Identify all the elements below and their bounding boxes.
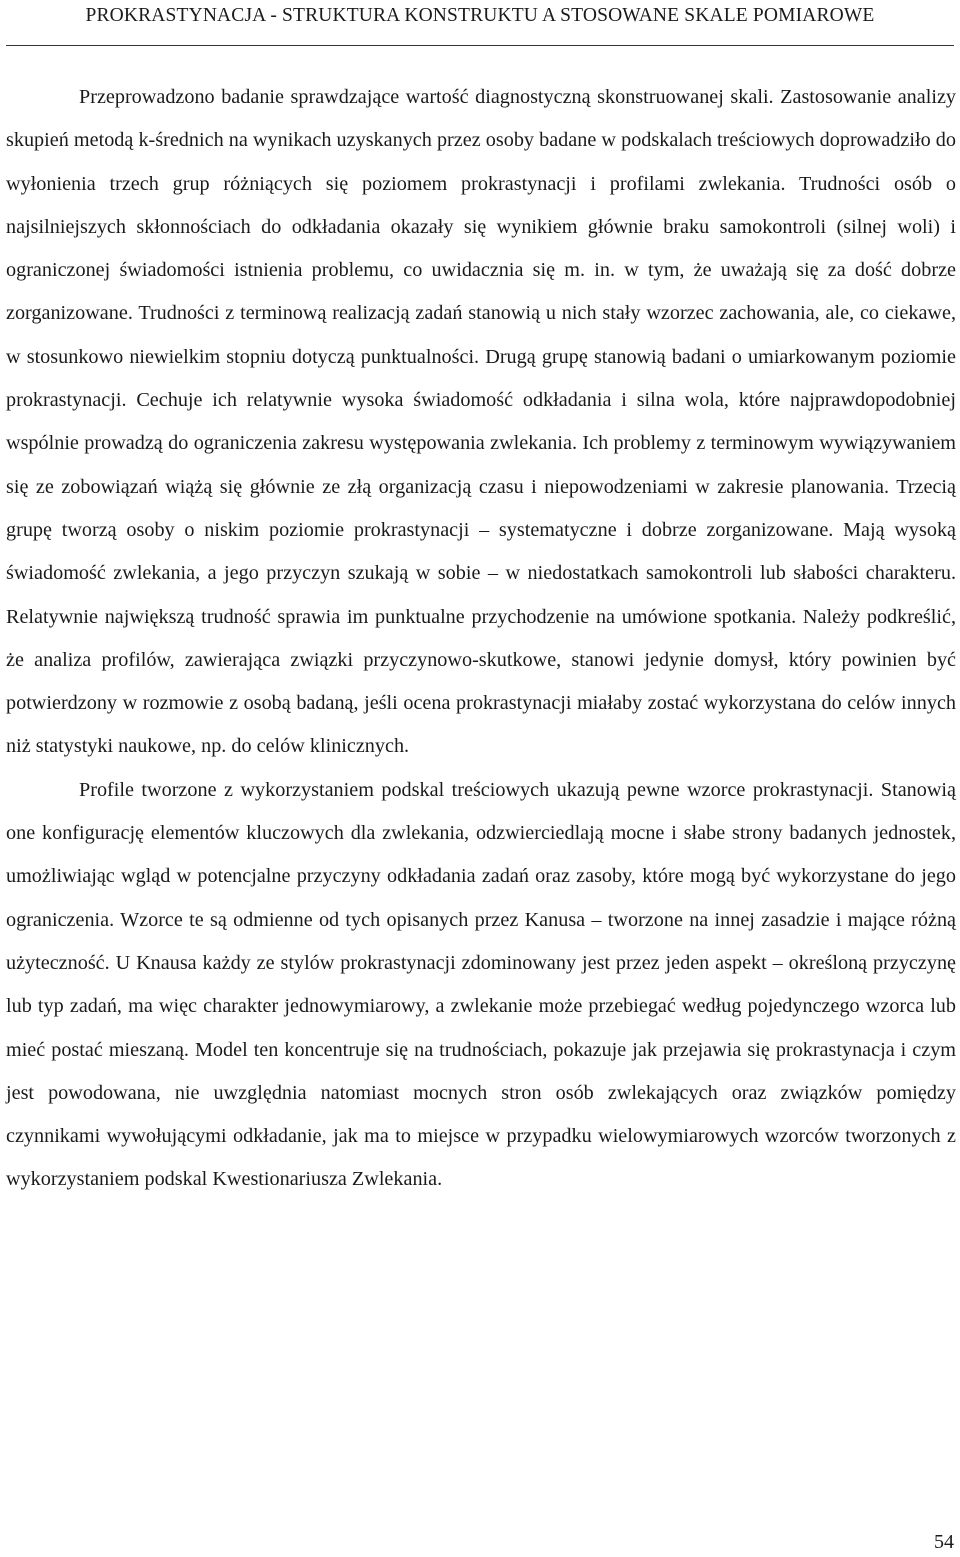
running-title: PROKRASTYNACJA - STRUKTURA KONSTRUKTU A STOSOWANE SKALE POMIAROWE: [85, 5, 875, 26]
paragraph-2: Profile tworzone z wykorzystaniem podskal treściowych ukazują pewne wzorce prokrastynacji. Stanowią one konfigurację elementów kluczowych dla zwlekania, odzwierciedlają mocne i słabe strony badanych jednostek, umożliwiając wgląd w potencjalne przyczyny odkładania zadań oraz zasoby, które mogą być wykorzystane do jego ograniczenia. Wzorce te są odmienne od tych opisanych przez Kanusa – tworzone na innej zasadzie i mające różną użyteczność. U Knausa każdy ze stylów prokrastynacji zdominowany jest przez jeden aspekt – określoną przyczynę lub typ zadań, ma więc charakter jednowymiarowy, a zwlekanie może przebiegać według pojedynczego wzorca lub mieć postać mieszaną. Model ten koncentruje się na trudnościach, pokazuje jak przejawia się prokrastynacja i czym jest powodowana, nie uwzględnia natomiast mocnych stron osób zwlekających oraz związków pomiędzy czynnikami wywołującymi odkładanie, jak ma to miejsce w przypadku wielowymiarowych wzorców tworzonych z wykorzystaniem podskal Kwestionariusza Zwlekania.: [6, 778, 956, 1191]
running-header: [0, 0, 960, 50]
header-rule: [6, 45, 954, 46]
paragraph-1: Przeprowadzono badanie sprawdzające wartość diagnostyczną skonstruowanej skali. Zastosowanie analizy skupień metodą k-średnich na wynikach uzyskanych przez osoby badane w podskalach treściowych doprowadziło do wyłonienia trzech grup różniących się poziomem prokrastynacji i profilami zwlekania. Trudności osób o najsilniejszych skłonnościach do odkładania okazały się wynikiem głównie braku samokontroli (silnej woli) i ograniczonej świadomości istnienia problemu, co uwidacznia się m. in. w tym, że uważają się za dość dobrze zorganizowane. Trudności z terminową realizacją zadań stanowią u nich stały wzorzec zachowania, ale, co ciekawe, w stosunkowo niewielkim stopniu dotyczą punktualności. Drugą grupę stanowią badani o umiarkowanym poziomie prokrastynacji. Cechuje ich relatywnie wysoka świadomość odkładania i silna wola, które najprawdopodobniej wspólnie prowadzą do ograniczenia zakresu występowania zwlekania. Ich problemy z terminowym wywiązywaniem się ze zobowiązań wiążą się głównie ze złą organizacją czasu i niepowodzeniami w zakresie planowania. Trzecią grupę tworzą osoby o niskim poziomie prokrastynacji – systematyczne i dobrze zorganizowane. Mają wysoką świadomość zwlekania, a jego przyczyn szukają w sobie – w niedostatkach samokontroli lub słabości charakteru. Relatywnie największą trudność sprawia im punktualne przychodzenie na umówione spotkania. Należy podkreślić, że analiza profilów, zawierająca związki przyczynowo-skutkowe, stanowi jedynie domysł, który powinien być potwierdzony w rozmowie z osobą badaną, jeśli ocena prokrastynacji miałaby zostać wykorzystana do celów innych niż statystyki naukowe, np. do celów klinicznych.: [6, 86, 956, 758]
page-number: 54: [934, 1531, 954, 1553]
document-body: [6, 76, 956, 1202]
